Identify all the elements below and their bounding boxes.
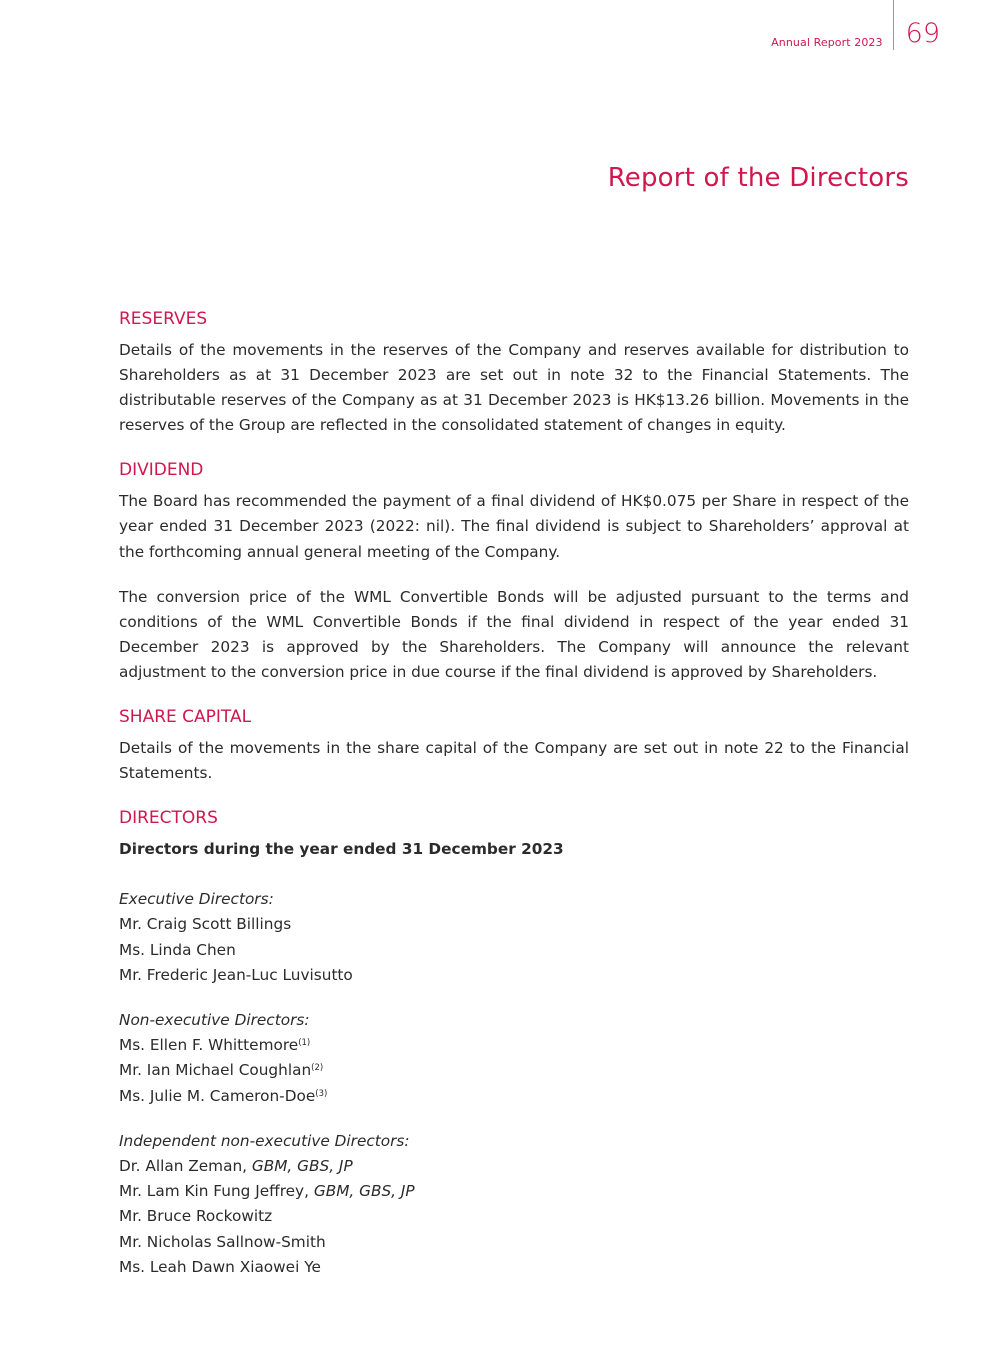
section-directors [119,806,909,1280]
director-group-independent [119,1129,909,1280]
section-heading-share-capital: SHARE CAPITAL [119,707,252,728]
main-content [119,307,909,1300]
directors-subheading: Directors during the year ended 31 December 2023 [119,840,564,859]
director-group-title: Executive Directors: [119,890,274,909]
director-name: Mr. Bruce Rockowitz [119,1207,273,1226]
footnote-marker: (2) [311,1063,324,1074]
director-group-title: Independent non-executive Directors: [119,1131,410,1150]
director-name: Ms. Leah Dawn Xiaowei Ye [119,1257,321,1276]
director-name: Mr. Nicholas Sallnow-Smith [119,1232,326,1251]
report-label: Annual Report 2023 [771,36,883,49]
director-group-executive [119,887,909,988]
director-honours: GBM, GBS, JP [251,1157,353,1176]
section-heading-reserves: RESERVES [119,309,208,329]
director-name: Mr. Ian Michael Coughlan$^{(2)}$ [119,1061,324,1080]
dividend-paragraph-2: The conversion price of the WML Convertible Bonds will be adjusted pursuant to the terms and conditions of the WML Convertible Bonds if the final dividend in respect of the year ended 31 December 2023 is approved by the Shareholders. The Company will announce the relevant adjustment to the conversion price in due course if the final dividend is approved by Shareholders. [119,587,909,681]
dividend-paragraph-1: The Board has recommended the payment of a final dividend of HK$0.075 per Share in respect of the year ended 31 December 2023 (2022: nil). The final dividend is subject to Shareholders’ approval at the forthcoming annual general meeting of the Company. [119,492,909,561]
page-title: Report of the Directors [607,163,909,193]
header-divider [893,0,894,50]
section-dividend [119,458,909,685]
director-name: Mr. Lam Kin Fung Jeffrey, GBM, GBS, JP [119,1182,415,1201]
section-share-capital [119,705,909,786]
director-name: Ms. Linda Chen [119,940,236,959]
director-name: Mr. Frederic Jean-Luc Luvisutto [119,965,353,984]
director-name: Ms. Julie M. Cameron-Doe$^{(3)}$ [119,1086,328,1105]
section-reserves [119,307,909,438]
director-honours: GBM, GBS, JP [313,1182,415,1201]
director-name: Dr. Allan Zeman, GBM, GBS, JP [119,1157,353,1176]
director-name: Ms. Ellen F. Whittemore$^{(1)}$ [119,1036,311,1055]
section-heading-directors: DIRECTORS [119,808,218,829]
footnote-marker: (3) [315,1088,328,1099]
footnote-marker: (1) [298,1038,311,1049]
director-group-non-executive [119,1008,909,1109]
reserves-paragraph: Details of the movements in the reserves of the Company and reserves available for distribution to Shareholders as at 31 December 2023 are set out in note 32 to the Financial Statements. The distributable reserves of the Company as at 31 December 2023 is HK$13.26 billion. Movements in the reserves of the Group are reflected in the consolidated statement of changes in equity. [119,341,909,435]
director-group-title: Non-executive Directors: [119,1011,310,1030]
share-capital-paragraph: Details of the movements in the share capital of the Company are set out in note 22 to the Financial Statements. [119,739,909,783]
page-number: 69 [905,18,940,49]
running-header [771,0,940,52]
director-name: Mr. Craig Scott Billings [119,915,292,934]
section-heading-dividend: DIVIDEND [119,460,204,481]
